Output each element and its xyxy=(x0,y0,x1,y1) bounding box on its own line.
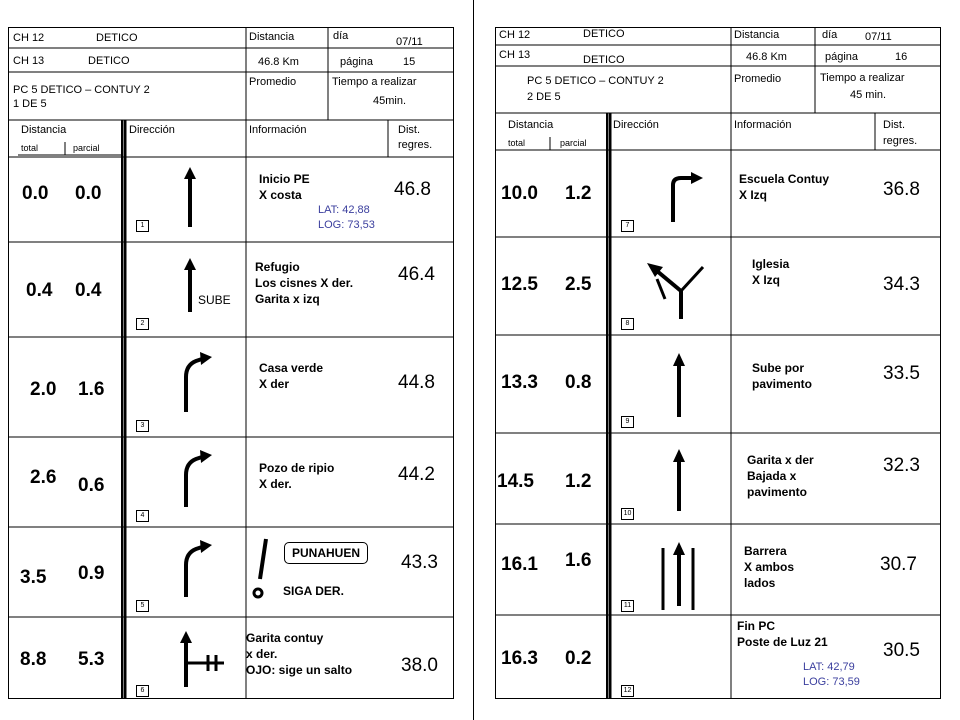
col-dist: Dist. xyxy=(883,119,905,131)
total-distance: 8.8 xyxy=(20,649,47,670)
ch13-label: CH 13 xyxy=(499,49,531,61)
row-number: 8 xyxy=(621,318,634,330)
col-informacion: Información xyxy=(734,119,792,131)
info-text: Refugio Los cisnes X der. Garita x izq xyxy=(255,260,354,306)
info-text: Iglesia X Izq xyxy=(752,257,790,287)
dia-value: 07/11 xyxy=(865,31,892,43)
pc-subtitle: 2 DE 5 xyxy=(527,91,561,103)
distancia-value: 46.8 Km xyxy=(258,56,299,68)
promedio-label: Promedio xyxy=(249,76,297,88)
remaining-distance: 44.2 xyxy=(398,464,435,485)
remaining-distance: 38.0 xyxy=(401,655,438,676)
pagina-value: 16 xyxy=(895,51,908,63)
info-text: Inicio PE X costa xyxy=(259,172,310,202)
straight-arrow-jump-icon xyxy=(128,617,246,699)
row-number: 7 xyxy=(621,220,634,232)
total-distance: 10.0 xyxy=(501,183,538,204)
row-number: 10 xyxy=(621,508,634,520)
partial-distance: 0.6 xyxy=(78,475,105,496)
remaining-distance: 46.8 xyxy=(394,179,431,200)
info-text: Pozo de ripio X der. xyxy=(259,461,335,491)
tiempo-label: Tiempo a realizar xyxy=(332,76,417,88)
ch12-label: CH 12 xyxy=(499,29,531,41)
col-total: total xyxy=(508,138,526,148)
row-number: 2 xyxy=(136,318,149,330)
info-text: Sube por pavimento xyxy=(752,361,813,391)
pc-subtitle: 1 DE 5 xyxy=(13,98,47,110)
ch12-name: DETICO xyxy=(96,32,138,44)
turn-right-arrow-icon xyxy=(613,150,731,237)
col-total: total xyxy=(21,143,39,153)
row-number: 6 xyxy=(136,685,149,697)
distancia-value: 46.8 Km xyxy=(746,51,787,63)
col-direccion: Dirección xyxy=(129,124,175,136)
partial-distance: 2.5 xyxy=(565,274,592,295)
row-number: 5 xyxy=(136,600,149,612)
straight-arrow-icon xyxy=(613,433,731,524)
row-number: 1 xyxy=(136,220,149,232)
note-text: SUBE xyxy=(198,293,231,307)
total-distance: 2.0 xyxy=(30,379,57,400)
total-distance: 12.5 xyxy=(501,274,538,295)
info-text: Garita x der Bajada x pavimento xyxy=(747,453,814,499)
pc-title: PC 5 DETICO – CONTUY 2 xyxy=(527,75,664,87)
total-distance: 14.5 xyxy=(497,471,534,492)
straight-arrow-icon xyxy=(128,242,246,337)
row-number: 11 xyxy=(621,600,634,612)
partial-distance: 0.9 xyxy=(78,563,105,584)
info-text: Casa verde X der xyxy=(259,361,324,391)
total-distance: 2.6 xyxy=(30,467,57,488)
gps-coordinates: LAT: 42,88 LOG: 73,53 xyxy=(318,204,375,231)
barrier-arrow-icon xyxy=(613,524,731,615)
remaining-distance: 36.8 xyxy=(883,179,920,200)
straight-arrow-icon xyxy=(128,157,246,242)
dia-value: 07/11 xyxy=(396,36,423,48)
remaining-distance: 33.5 xyxy=(883,363,920,384)
partial-distance: 0.2 xyxy=(565,648,592,669)
col-regres: regres. xyxy=(398,139,433,151)
ch13-name: DETICO xyxy=(583,54,625,66)
remaining-distance: 43.3 xyxy=(401,552,438,573)
pagina-label: página xyxy=(340,56,374,68)
col-regres: regres. xyxy=(883,135,918,147)
partial-distance: 0.0 xyxy=(75,183,102,204)
turn-right-arrow-icon xyxy=(128,437,246,527)
partial-distance: 0.4 xyxy=(75,280,102,301)
location-badge: PUNAHUEN xyxy=(284,542,368,564)
page-separator xyxy=(473,0,474,720)
info-text: Fin PC Poste de Luz 21 xyxy=(737,619,828,649)
row-number: 9 xyxy=(621,416,634,428)
total-distance: 16.1 xyxy=(501,554,538,575)
ch13-name: DETICO xyxy=(88,55,130,67)
ch12-label: CH 12 xyxy=(13,32,45,44)
turn-right-arrow-icon xyxy=(128,337,246,437)
total-distance: 13.3 xyxy=(501,372,538,393)
partial-distance: 0.8 xyxy=(565,372,592,393)
partial-distance: 1.6 xyxy=(78,379,105,400)
ch13-label: CH 13 xyxy=(13,55,45,67)
row-number: 4 xyxy=(136,510,149,522)
col-distancia: Distancia xyxy=(508,119,554,131)
tiempo-value: 45 min. xyxy=(850,89,887,101)
col-dist: Dist. xyxy=(398,124,420,136)
tiempo-value: 45min. xyxy=(373,95,407,107)
remaining-distance: 30.5 xyxy=(883,640,920,661)
pagina-label: página xyxy=(825,51,859,63)
pc-title: PC 5 DETICO – CONTUY 2 xyxy=(13,84,150,96)
partial-distance: 1.6 xyxy=(565,550,592,571)
ch12-name: DETICO xyxy=(583,28,625,40)
total-distance: 0.0 xyxy=(22,183,49,204)
remaining-distance: 46.4 xyxy=(398,264,435,285)
partial-distance: 1.2 xyxy=(565,471,592,492)
dia-label: día xyxy=(333,30,349,42)
total-distance: 16.3 xyxy=(501,648,538,669)
fork-left-arrow-icon xyxy=(613,237,731,335)
remaining-distance: 44.8 xyxy=(398,372,435,393)
warning-exclamation-icon xyxy=(248,535,278,605)
info-text: Garita contuy x der. OJO: sige un salto xyxy=(246,631,353,677)
info-text: SIGA DER. xyxy=(283,584,344,598)
distancia-label: Distancia xyxy=(734,29,780,41)
partial-distance: 5.3 xyxy=(78,649,105,670)
dia-label: día xyxy=(822,29,838,41)
distancia-label: Distancia xyxy=(249,31,295,43)
pagina-value: 15 xyxy=(403,56,416,68)
col-distancia: Distancia xyxy=(21,124,67,136)
remaining-distance: 34.3 xyxy=(883,274,920,295)
row-number: 3 xyxy=(136,420,149,432)
roadbook-page-right xyxy=(495,27,941,699)
col-parcial: parcial xyxy=(73,143,100,153)
total-distance: 3.5 xyxy=(20,567,47,588)
partial-distance: 1.2 xyxy=(565,183,592,204)
roadbook-page-left xyxy=(8,27,454,699)
col-parcial: parcial xyxy=(560,138,587,148)
gps-coordinates: LAT: 42,79 LOG: 73,59 xyxy=(803,661,860,688)
remaining-distance: 32.3 xyxy=(883,455,920,476)
row-number: 12 xyxy=(621,685,634,697)
col-direccion: Dirección xyxy=(613,119,659,131)
col-informacion: Información xyxy=(249,124,307,136)
info-text: Barrera X ambos lados xyxy=(744,544,795,590)
total-distance: 0.4 xyxy=(26,280,53,301)
remaining-distance: 30.7 xyxy=(880,554,917,575)
tiempo-label: Tiempo a realizar xyxy=(820,72,905,84)
turn-right-arrow-icon xyxy=(128,527,246,617)
straight-arrow-icon xyxy=(613,335,731,433)
info-text: Escuela Contuy X Izq xyxy=(739,172,830,202)
promedio-label: Promedio xyxy=(734,73,782,85)
